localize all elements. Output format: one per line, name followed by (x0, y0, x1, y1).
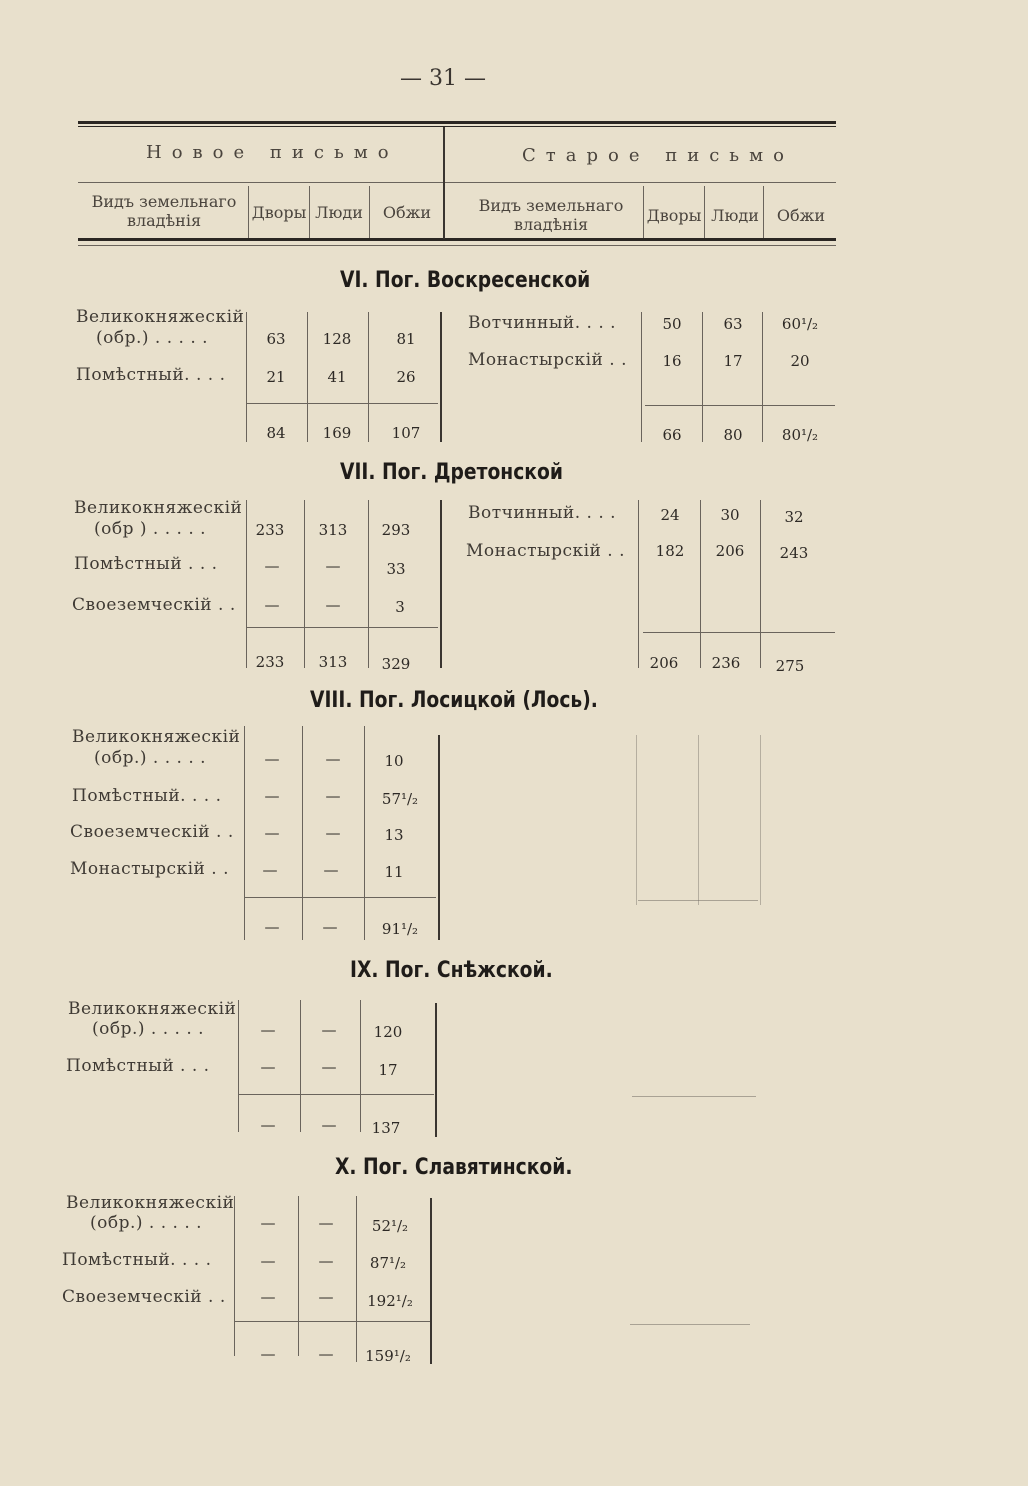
cell: — (260, 1288, 276, 1306)
cell: 32 (784, 508, 804, 526)
cell: 206 (715, 542, 745, 560)
cell: 128 (322, 330, 352, 348)
cell: 81 (396, 330, 416, 348)
cell: — (260, 1214, 276, 1232)
cell: 17 (723, 352, 743, 370)
column-divider (760, 735, 761, 905)
row-label: Вотчинный. . . . (468, 503, 617, 523)
row-label: (обр.) . . . . . (96, 328, 209, 348)
cell: 63 (723, 315, 743, 333)
section-title: VIII. Пог. Лосицкой (Лось). (310, 688, 598, 713)
column-divider (234, 1196, 235, 1356)
column-divider (356, 1196, 357, 1362)
cell: 63 (266, 330, 286, 348)
cell: 52¹/₂ (371, 1217, 409, 1235)
header-new: Новое письмо (146, 142, 399, 163)
page-number: — 31 — (400, 66, 486, 91)
cell: 11 (384, 863, 404, 881)
section-title: VII. Пог. Дретонской (340, 460, 563, 485)
total-cell: 206 (649, 654, 679, 672)
total-cell: — (264, 918, 280, 936)
cell: 192¹/₂ (367, 1292, 413, 1310)
total-cell: 137 (371, 1119, 401, 1137)
cell: — (325, 787, 341, 805)
total-rule (238, 1094, 434, 1095)
cell: 41 (327, 368, 347, 386)
section-center-divider (440, 500, 442, 668)
header-divider (704, 186, 705, 238)
row-label: Своеземческій . . (62, 1287, 226, 1307)
total-cell: — (321, 1116, 337, 1134)
row-label: Монастырскій . . (468, 350, 627, 370)
cell: — (264, 824, 280, 842)
col-lyudi-old: Люди (711, 206, 759, 225)
header-old: Старое письмо (522, 145, 794, 166)
total-cell: 107 (391, 424, 421, 442)
section-title: X. Пог. Славятинской. (335, 1155, 573, 1180)
row-label: Великокняжескій (76, 307, 245, 327)
header-bottom-rule-thin (78, 245, 836, 246)
header-bottom-rule (78, 238, 836, 241)
total-rule (630, 1324, 750, 1325)
column-divider (762, 312, 763, 442)
row-label: Великокняжескій (66, 1193, 235, 1213)
section-center-divider (435, 1003, 437, 1137)
cell: — (323, 861, 339, 879)
total-cell: 159¹/₂ (365, 1347, 411, 1365)
column-divider (302, 726, 303, 940)
cell: — (260, 1021, 276, 1039)
total-cell: — (260, 1345, 276, 1363)
total-cell: 91¹/₂ (381, 920, 419, 938)
cell: — (262, 861, 278, 879)
row-label: Помѣстный . . . (74, 554, 218, 574)
column-divider (368, 312, 369, 442)
total-cell: 80¹/₂ (781, 426, 819, 444)
column-divider (760, 500, 761, 668)
total-cell: — (318, 1345, 334, 1363)
total-rule (632, 1096, 756, 1097)
row-label: (обр.) . . . . . (92, 1019, 205, 1039)
section-center-divider (438, 735, 440, 940)
total-cell: 236 (711, 654, 741, 672)
col-dvory-old: Дворы (646, 206, 702, 225)
section-title: IX. Пог. Снѣжской. (350, 958, 553, 983)
cell: 16 (662, 352, 682, 370)
total-cell: 275 (775, 657, 805, 675)
col-dvory-new: Дворы (251, 203, 307, 222)
column-divider (702, 312, 703, 442)
cell: 60¹/₂ (781, 315, 819, 333)
total-rule (645, 405, 835, 406)
header-center-divider (443, 127, 445, 239)
row-label: (обр.) . . . . . (94, 748, 207, 768)
total-rule (638, 900, 758, 901)
row-label: Своеземческій . . (70, 822, 234, 842)
cell: 120 (373, 1023, 403, 1041)
row-label: Великокняжескій (74, 498, 243, 518)
section-title: VI. Пог. Воскресенской (340, 268, 591, 293)
header-divider (643, 186, 644, 238)
row-label: Великокняжескій (72, 727, 241, 747)
cell: 87¹/₂ (369, 1254, 407, 1272)
row-label: Вотчинный. . . . (468, 313, 617, 333)
column-divider (698, 735, 699, 905)
section-center-divider (440, 312, 442, 442)
col-kind-new: Видъ земельнаго владѣнія (91, 192, 237, 230)
row-label: Своеземческій . . (72, 595, 236, 615)
row-label: Великокняжескій (68, 999, 237, 1019)
total-rule (234, 1321, 430, 1322)
cell: — (325, 824, 341, 842)
column-divider (246, 312, 247, 442)
total-cell: 329 (381, 655, 411, 673)
row-label: Помѣстный. . . . (72, 786, 222, 806)
col-kind-old: Видъ земельнаго владѣнія (478, 196, 624, 234)
row-label: Помѣстный. . . . (62, 1250, 212, 1270)
column-divider (364, 726, 365, 940)
cell: — (325, 596, 341, 614)
total-cell: 80 (723, 426, 743, 444)
cell: — (325, 750, 341, 768)
row-label: (обр ) . . . . . (94, 519, 207, 539)
cell: — (260, 1058, 276, 1076)
total-cell: 233 (255, 653, 285, 671)
cell: 17 (378, 1061, 398, 1079)
cell: — (325, 557, 341, 575)
cell: 10 (384, 752, 404, 770)
cell: 21 (266, 368, 286, 386)
total-cell: 84 (266, 424, 286, 442)
header-divider (248, 186, 249, 238)
row-label: Монастырскій . . (70, 859, 229, 879)
row-label: Монастырскій . . (466, 541, 625, 561)
cell: — (264, 750, 280, 768)
cell: 24 (660, 506, 680, 524)
column-divider (307, 312, 308, 442)
cell: 243 (779, 544, 809, 562)
cell: 182 (655, 542, 685, 560)
cell: — (318, 1252, 334, 1270)
cell: 233 (255, 521, 285, 539)
total-cell: — (260, 1116, 276, 1134)
cell: — (264, 557, 280, 575)
cell: 30 (720, 506, 740, 524)
cell: — (260, 1252, 276, 1270)
total-cell: 169 (322, 424, 352, 442)
row-label: Помѣстный . . . (66, 1056, 210, 1076)
cell: — (264, 596, 280, 614)
cell: 57¹/₂ (381, 790, 419, 808)
total-cell: — (322, 918, 338, 936)
column-divider (636, 735, 637, 905)
cell: 313 (318, 521, 348, 539)
column-divider (700, 500, 701, 668)
column-divider (641, 312, 642, 442)
cell: 26 (396, 368, 416, 386)
header-top-rule-thin (78, 126, 836, 127)
col-obzhi-old: Обжи (776, 206, 826, 225)
total-cell: 313 (318, 653, 348, 671)
total-cell: 66 (662, 426, 682, 444)
cell: — (321, 1021, 337, 1039)
cell: 20 (790, 352, 810, 370)
cell: 293 (381, 521, 411, 539)
cell: 3 (395, 598, 405, 616)
column-divider (238, 1000, 239, 1132)
header-mid-rule (78, 182, 836, 183)
row-label: (обр.) . . . . . (90, 1213, 203, 1233)
total-rule (246, 403, 438, 404)
cell: 33 (386, 560, 406, 578)
cell: — (318, 1214, 334, 1232)
cell: — (321, 1058, 337, 1076)
cell: — (318, 1288, 334, 1306)
section-center-divider (430, 1198, 432, 1364)
header-top-rule (78, 121, 836, 124)
total-rule (643, 632, 835, 633)
column-divider (638, 500, 639, 668)
header-divider (369, 186, 370, 238)
total-rule (246, 627, 438, 628)
col-lyudi-new: Люди (315, 203, 363, 222)
total-rule (244, 897, 436, 898)
cell: 13 (384, 826, 404, 844)
cell: 50 (662, 315, 682, 333)
row-label: Помѣстный. . . . (76, 365, 226, 385)
col-obzhi-new: Обжи (382, 203, 432, 222)
cell: — (264, 787, 280, 805)
